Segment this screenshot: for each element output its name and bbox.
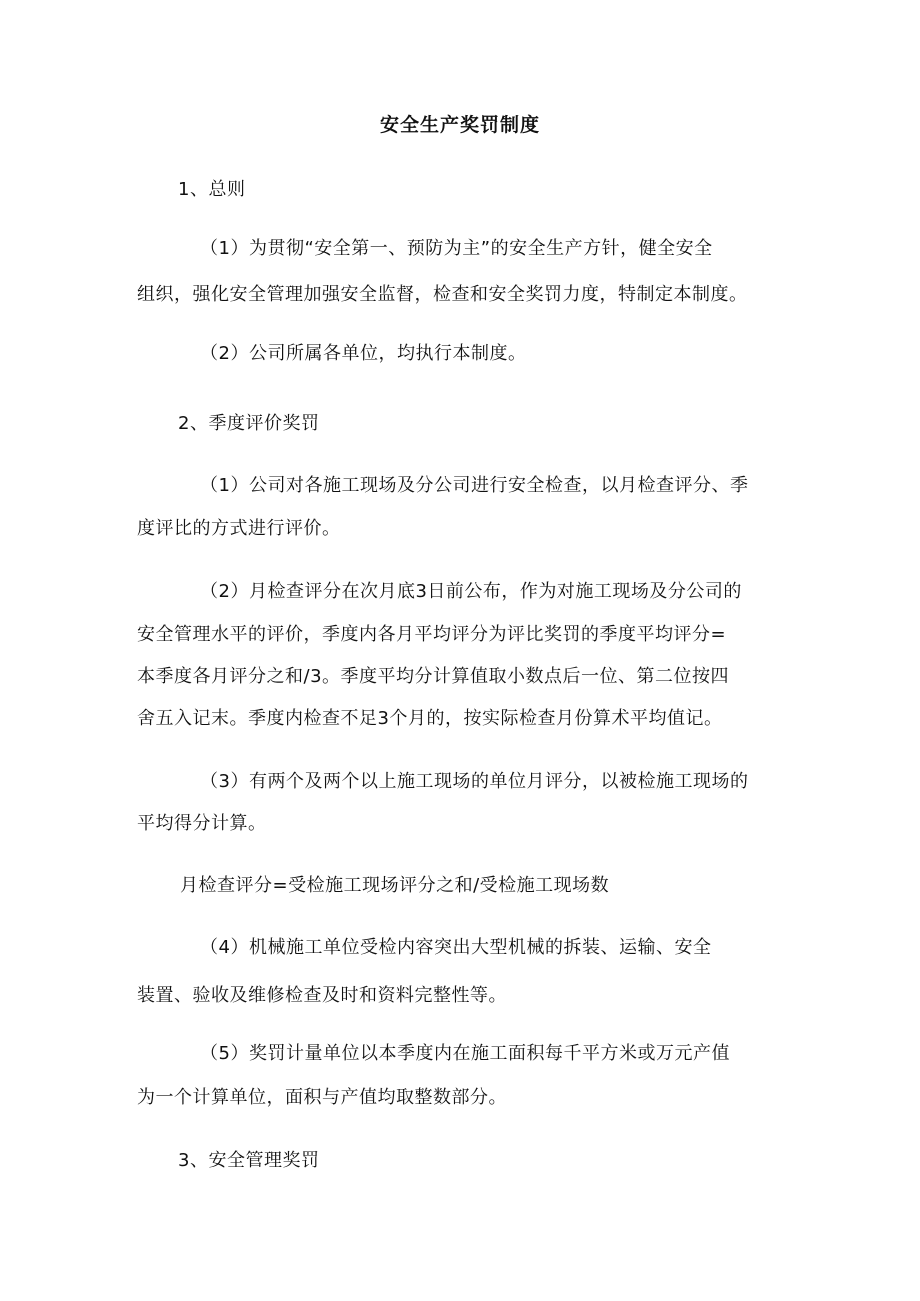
paragraph-line: 舍五入记末。季度内检查不足3个月的，按实际检查月份算术平均值记。	[137, 708, 723, 729]
paragraph-line: 组织，强化安全管理加强安全监督，检查和安全奖罚力度，特制定本制度。	[137, 284, 748, 305]
paragraph-line: （3）有两个及两个以上施工现场的单位月评分，以被检施工现场的	[200, 771, 749, 792]
paragraph-line: （2）公司所属各单位，均执行本制度。	[200, 343, 527, 364]
paragraph-line: （2）月检查评分在次月底3日前公布，作为对施工现场及分公司的	[200, 581, 742, 602]
paragraph-line: 装置、验收及维修检查及时和资料完整性等。	[137, 985, 507, 1006]
section-heading-safety-management: 3、安全管理奖罚	[178, 1150, 320, 1171]
paragraph-line: （1）公司对各施工现场及分公司进行安全检查，以月检查评分、季	[200, 475, 749, 496]
paragraph-line: 为一个计算单位，面积与产值均取整数部分。	[137, 1087, 507, 1108]
paragraph-line: （5）奖罚计量单位以本季度内在施工面积每千平方米或万元产值	[200, 1043, 730, 1064]
paragraph-line: （1）为贯彻“安全第一、预防为主”的安全生产方针，健全安全	[200, 238, 713, 259]
section-heading-quarterly: 2、季度评价奖罚	[178, 413, 320, 434]
paragraph-line: 度评比的方式进行评价。	[137, 518, 341, 539]
section-heading-general: 1、总则	[178, 179, 246, 200]
formula-line: 月检查评分=受检施工现场评分之和/受检施工现场数	[180, 875, 610, 896]
paragraph-line: （4）机械施工单位受检内容突出大型机械的拆装、运输、安全	[200, 937, 712, 958]
paragraph-line: 平均得分计算。	[137, 813, 267, 834]
paragraph-line: 本季度各月评分之和/3。季度平均分计算值取小数点后一位、第二位按四	[137, 666, 730, 687]
paragraph-line: 安全管理水平的评价，季度内各月平均评分为评比奖罚的季度平均评分=	[137, 624, 727, 645]
document-title: 安全生产奖罚制度	[379, 114, 540, 136]
